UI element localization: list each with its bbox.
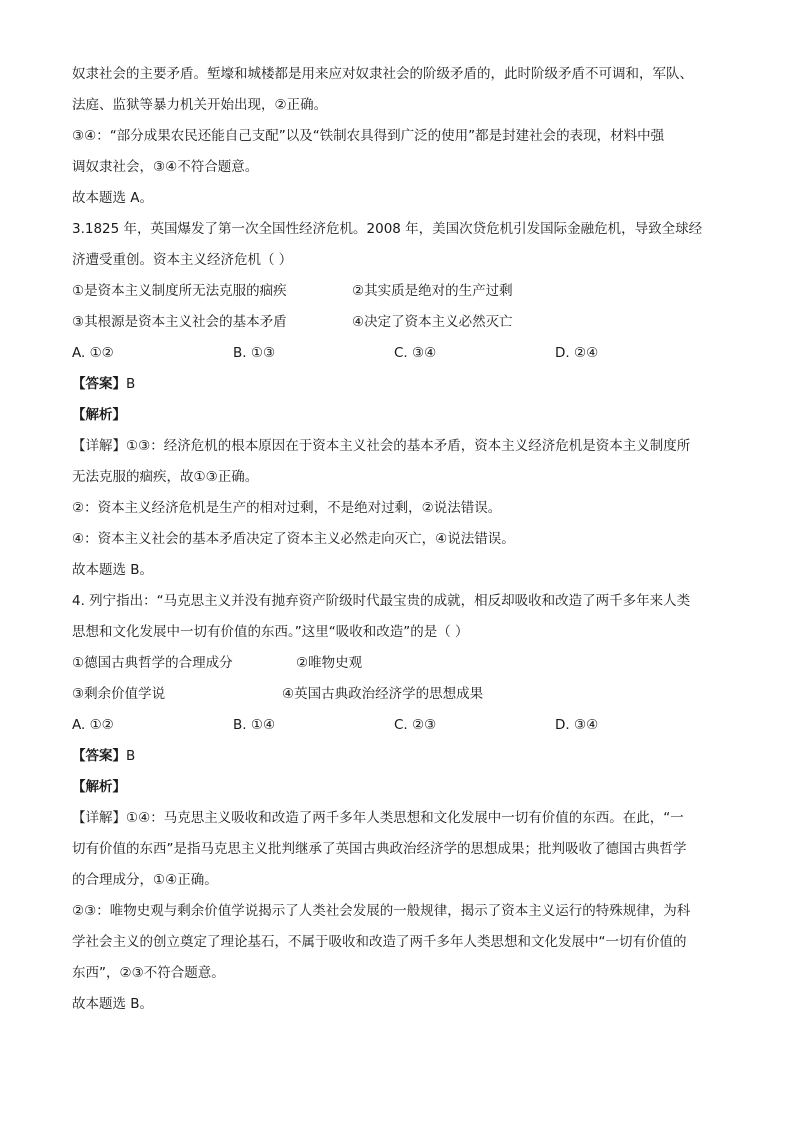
answer-value: B: [126, 748, 136, 764]
answer-label: 【答案】: [72, 376, 126, 392]
q3-option-3: ③其根源是资本主义社会的基本矛盾: [72, 314, 287, 330]
q4-choice-b: B. ①④: [233, 717, 276, 733]
q4-stem: 4. 列宁指出：“马克思主义并没有抛弃资产阶级时代最宝贵的成就，相反却吸收和改造了两千多年来人类: [72, 593, 691, 609]
text-line: ③④：“部分成果农民还能自己支配”以及“铁制农具得到广泛的使用”都是封建社会的表现，材料中强: [72, 128, 665, 144]
q3-detail: ④：资本主义社会的基本矛盾决定了资本主义必然走向灭亡，④说法错误。: [72, 531, 515, 547]
q3-choice-c: C. ③④: [394, 345, 437, 361]
text-line: 奴隶社会的主要矛盾。堑壕和城楼都是用来应对奴隶社会的阶级矛盾的，此时阶级矛盾不可调和，军队、: [72, 66, 693, 82]
text-line: 法庭、监狱等暴力机关开始出现，②正确。: [72, 97, 328, 113]
q4-choices: [72, 710, 724, 741]
q3-option-2: ②其实质是绝对的生产过剩: [352, 283, 513, 299]
answer-value: B: [126, 376, 136, 392]
q4-detail: 的合理成分，①④正确。: [72, 872, 218, 888]
q3-conclusion: 故本题选 B。: [72, 562, 154, 578]
q3-stem: 3.1825 年，英国爆发了第一次全国性经济危机。2008 年，美国次贷危机引发国际金融危机，导致全球经: [72, 221, 703, 237]
q3-analysis-label: 【解析】: [72, 407, 126, 423]
answer-label: 【答案】: [72, 748, 126, 764]
q4-options-row: [72, 679, 724, 710]
q4-choice-d: D. ③④: [555, 717, 599, 733]
q4-detail: 【详解】①④：马克思主义吸收和改造了两千多年人类思想和文化发展中一切有价值的东西。在此，“一: [72, 810, 684, 826]
q3-options-row: [72, 276, 724, 307]
q3-option-4: ④决定了资本主义必然灭亡: [352, 314, 513, 330]
q4-option-4: ④英国古典政治经济学的思想成果: [282, 686, 484, 702]
q4-choice-a: A. ①②: [72, 717, 114, 733]
q4-detail: 切有价值的东西”是指马克思主义批判继承了英国古典政治经济学的思想成果；批判吸收了德国古典哲学: [72, 841, 687, 857]
q3-choice-b: B. ①③: [233, 345, 276, 361]
text-line: 调奴隶社会，③④不符合题意。: [72, 159, 259, 175]
q3-detail: 【详解】①③：经济危机的根本原因在于资本主义社会的基本矛盾，资本主义经济危机是资本主义制度所: [72, 438, 691, 454]
q4-detail: 东西”，②③不符合题意。: [72, 965, 225, 981]
q3-choices: [72, 338, 724, 369]
q4-analysis-label: 【解析】: [72, 779, 126, 795]
conclusion-line: 故本题选 A。: [72, 190, 154, 206]
q4-stem: 思想和文化发展中一切有价值的东西。”这里“吸收和改造”的是（ ）: [72, 624, 469, 640]
q4-option-1: ①德国古典哲学的合理成分: [72, 655, 233, 671]
q3-choice-d: D. ②④: [555, 345, 599, 361]
q4-option-3: ③剩余价值学说: [72, 686, 166, 702]
q3-option-1: ①是资本主义制度所无法克服的痼疾: [72, 283, 287, 299]
q3-stem: 济遭受重创。资本主义经济危机（ ）: [72, 252, 293, 268]
q3-detail: 无法克服的痼疾，故①③正确。: [72, 469, 259, 485]
q3-choice-a: A. ①②: [72, 345, 114, 361]
q3-answer: [72, 369, 724, 400]
q4-answer: [72, 741, 724, 772]
q4-option-2: ②唯物史观: [296, 655, 363, 671]
q4-conclusion: 故本题选 B。: [72, 996, 154, 1012]
q3-detail: ②：资本主义经济危机是生产的相对过剩，不是绝对过剩，②说法错误。: [72, 500, 502, 516]
q3-options-row: [72, 307, 724, 338]
q4-choice-c: C. ②③: [394, 717, 437, 733]
q4-detail: 学社会主义的创立奠定了理论基石，不属于吸收和改造了两千多年人类思想和文化发展中“一切有价值的: [72, 934, 687, 950]
q4-detail: ②③：唯物史观与剩余价值学说揭示了人类社会发展的一般规律，揭示了资本主义运行的特殊规律，为科: [72, 903, 691, 919]
q4-options-row: [72, 648, 724, 679]
